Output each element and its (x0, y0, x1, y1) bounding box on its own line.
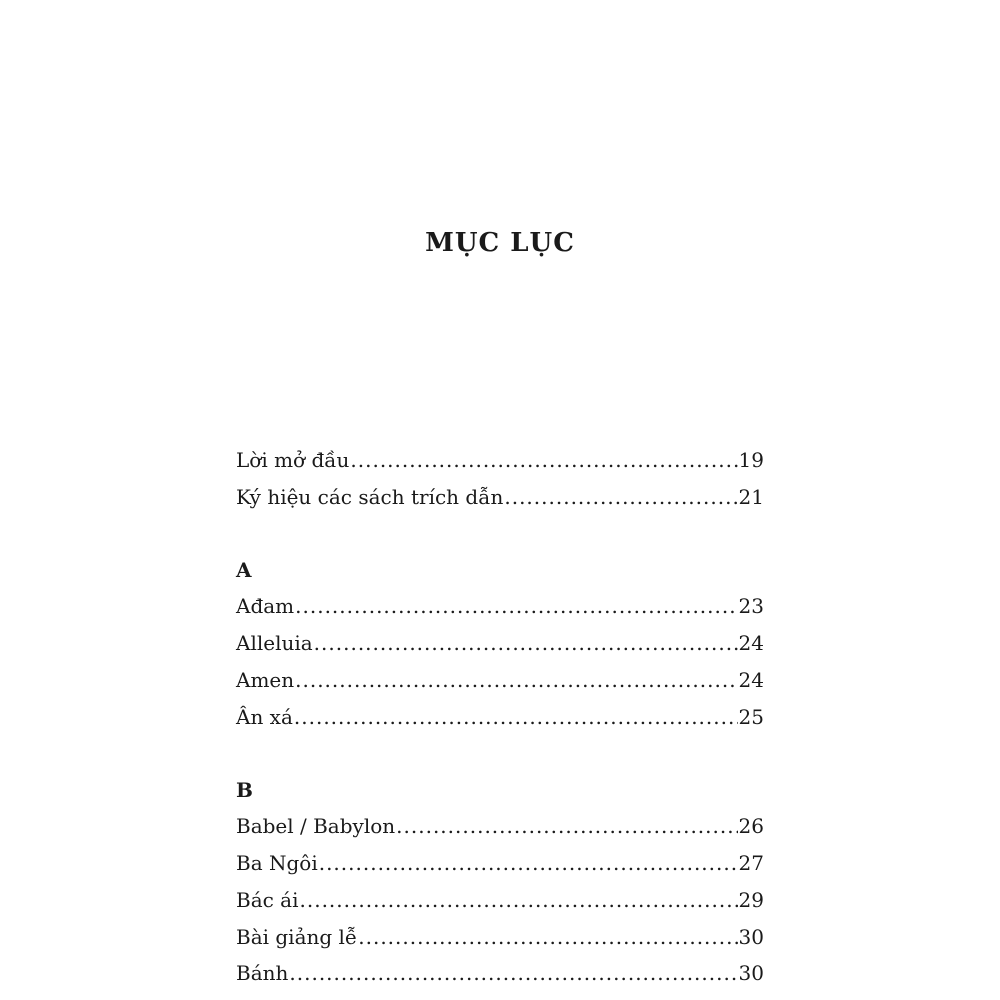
toc-entry-babel (236, 811, 764, 841)
toc-entry-label: Bánh (236, 961, 289, 985)
toc-entry-adam (236, 591, 764, 621)
toc-entry-label: Alleluia (236, 631, 313, 655)
toc-entry-page-number: 24 (738, 631, 764, 655)
toc-entry-bai-giang-le (236, 922, 764, 952)
toc-entry-label: Babel / Babylon (236, 814, 396, 838)
toc-entry-page-number: 23 (738, 594, 764, 618)
section-heading-a: A (236, 558, 252, 582)
toc-entry-label: Ân xá (236, 705, 293, 729)
toc-entry-label: Amen (236, 668, 295, 692)
toc-entry-page-number: 26 (738, 814, 764, 838)
toc-entry-label: Ký hiệu các sách trích dẫn (236, 485, 504, 509)
dot-leader (295, 591, 737, 621)
dot-leader (350, 445, 737, 475)
dot-leader (300, 885, 738, 915)
dot-leader (358, 922, 737, 952)
toc-entry-page-number: 25 (738, 705, 764, 729)
dot-leader (289, 958, 737, 988)
toc-entry-page-number: 27 (738, 851, 764, 875)
toc-entry-loi-mo-dau (236, 445, 764, 475)
dot-leader (319, 848, 738, 878)
toc-entry-ba-ngoi (236, 848, 764, 878)
toc-entry-page-number: 19 (738, 448, 764, 472)
toc-entry-page-number: 30 (738, 925, 764, 949)
toc-entry-label: Lời mở đầu (236, 448, 350, 472)
dot-leader (295, 665, 737, 695)
toc-entry-page-number: 24 (738, 668, 764, 692)
toc-entry-page-number: 30 (738, 961, 764, 985)
toc-entry-label: Ba Ngôi (236, 851, 318, 875)
page-title: MỤC LỤC (425, 228, 575, 258)
toc-entry-page-number: 21 (738, 485, 764, 509)
toc-entry-alleluia (236, 628, 764, 658)
toc-entry-label: Bài giảng lễ (236, 925, 358, 949)
toc-entry-label: Ađam (236, 594, 295, 618)
toc-entry-banh (236, 958, 764, 988)
toc-entry-ky-hieu (236, 482, 764, 512)
dot-leader (504, 482, 737, 512)
dot-leader (294, 702, 738, 732)
toc-entry-amen (236, 665, 764, 695)
toc-entry-bac-ai (236, 885, 764, 915)
section-heading-b: B (236, 778, 253, 802)
toc-entry-an-xa (236, 702, 764, 732)
toc-entry-page-number: 29 (738, 888, 764, 912)
dot-leader (314, 628, 738, 658)
dot-leader (396, 811, 737, 841)
toc-entry-label: Bác ái (236, 888, 299, 912)
